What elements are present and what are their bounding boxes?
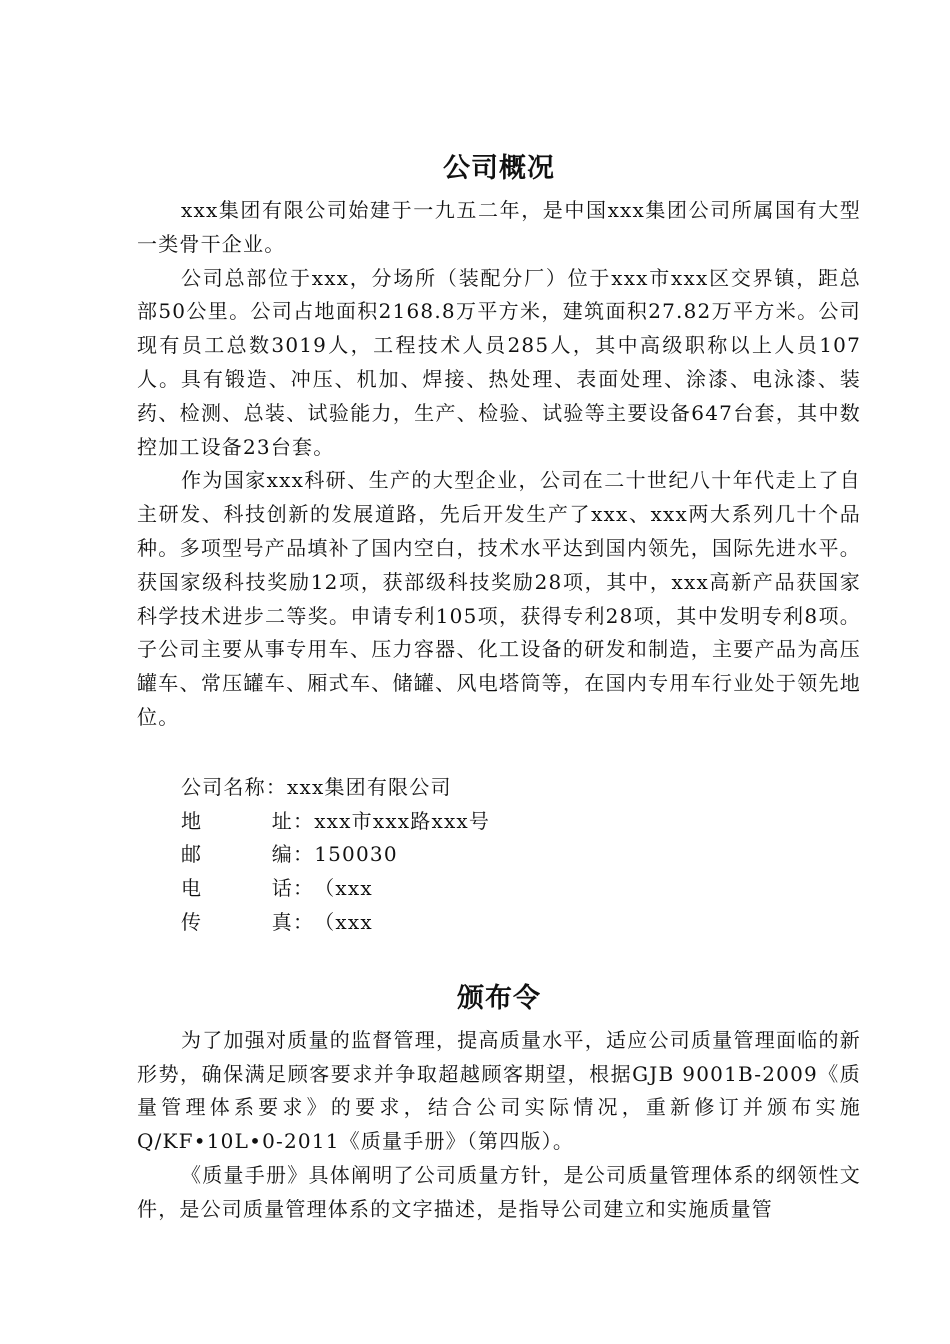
contact-value-name: xxx集团有限公司 bbox=[287, 774, 452, 799]
contact-label-fax bbox=[181, 906, 293, 940]
contact-row-phone bbox=[137, 872, 861, 906]
overview-paragraph-3: 作为国家xxx科研、生产的大型企业，公司在二十世纪八十年代走上了自主研发、科技创新的发展道路，先后开发生产了xxx、xxx两大系列几十个品种。多项型号产品填补了国内空白，技术水平达到国内领先，国际先进水平。获国家级科技奖励12项，获部级科技奖励28项，其中，xxx高新产品获国家科学技术进步二等奖。申请专利105项，获得专利28项，其中发明专利8项。子公司主要从事专用车、压力容器、化工设备的研发和制造，主要产品为高压罐车、常压罐车、厢式车、储罐、风电塔筒等，在国内专用车行业处于领先地位。 bbox=[137, 468, 861, 729]
contact-colon: ： bbox=[293, 909, 315, 934]
contact-label-address bbox=[181, 805, 293, 839]
contact-info bbox=[137, 771, 861, 940]
contact-label-postcode-char-2: 编 bbox=[271, 842, 293, 867]
contact-row-address bbox=[137, 805, 861, 839]
contact-value-address: xxx市xxx路xxx号 bbox=[314, 808, 491, 833]
contact-colon: ： bbox=[293, 842, 315, 867]
contact-row-name bbox=[137, 771, 861, 805]
contact-label-postcode-char-1: 邮 bbox=[181, 842, 203, 867]
overview-paragraph-1: xxx集团有限公司始建于一九五二年，是中国xxx集团公司所属国有大型一类骨干企业。 bbox=[137, 198, 861, 256]
contact-label-address-char-2: 址 bbox=[271, 808, 293, 833]
contact-label-address-char-1: 地 bbox=[181, 808, 203, 833]
contact-label-name: 公司名称 bbox=[181, 774, 266, 799]
contact-label-fax-char-2: 真 bbox=[271, 909, 293, 934]
contact-value-phone: （xxx bbox=[314, 876, 373, 901]
decree-paragraph-1: 为了加强对质量的监督管理，提高质量水平，适应公司质量管理面临的新形势，确保满足顾客要求并争取超越顾客期望，根据GJB 9001B-2009《质量管理体系要求》的要求，结合公司实际情况，重新修订并颁布实施Q/KF•10L•0-2011《质量手册》（第四版）。 bbox=[137, 1027, 861, 1154]
contact-colon: ： bbox=[265, 774, 288, 799]
contact-label-phone-char-1: 电 bbox=[181, 876, 203, 901]
contact-label-phone-char-2: 话 bbox=[271, 876, 293, 901]
contact-label-phone bbox=[181, 872, 293, 906]
contact-value-postcode: 150030 bbox=[314, 842, 398, 867]
overview-paragraph-2: 公司总部位于xxx，分场所（装配分厂）位于xxx市xxx区交界镇，距总部50公里。公司占地面积2168.8万平方米，建筑面积27.82万平方米。公司现有员工总数3019人，工程技术人员285人，其中高级职称以上人员107人。具有锻造、冲压、机加、焊接、热处理、表面处理、涂漆、电泳漆、装药、检测、总装、试验能力，生产、检验、试验等主要设备647台套，其中数控加工设备23台套。 bbox=[137, 265, 861, 459]
decree-paragraph-2: 《质量手册》具体阐明了公司质量方针，是公司质量管理体系的纲领性文件，是公司质量管理体系的文字描述，是指导公司建立和实施质量管 bbox=[137, 1162, 861, 1221]
contact-label-postcode bbox=[181, 838, 293, 872]
document-content bbox=[137, 150, 861, 1227]
contact-row-fax bbox=[137, 906, 861, 940]
contact-colon: ： bbox=[293, 876, 315, 901]
contact-value-fax: （xxx bbox=[314, 909, 373, 934]
contact-row-postcode bbox=[137, 838, 861, 872]
decree-title: 颁布令 bbox=[457, 982, 541, 1014]
contact-colon: ： bbox=[293, 808, 315, 833]
overview-title: 公司概况 bbox=[443, 153, 555, 184]
contact-label-fax-char-1: 传 bbox=[181, 909, 203, 934]
